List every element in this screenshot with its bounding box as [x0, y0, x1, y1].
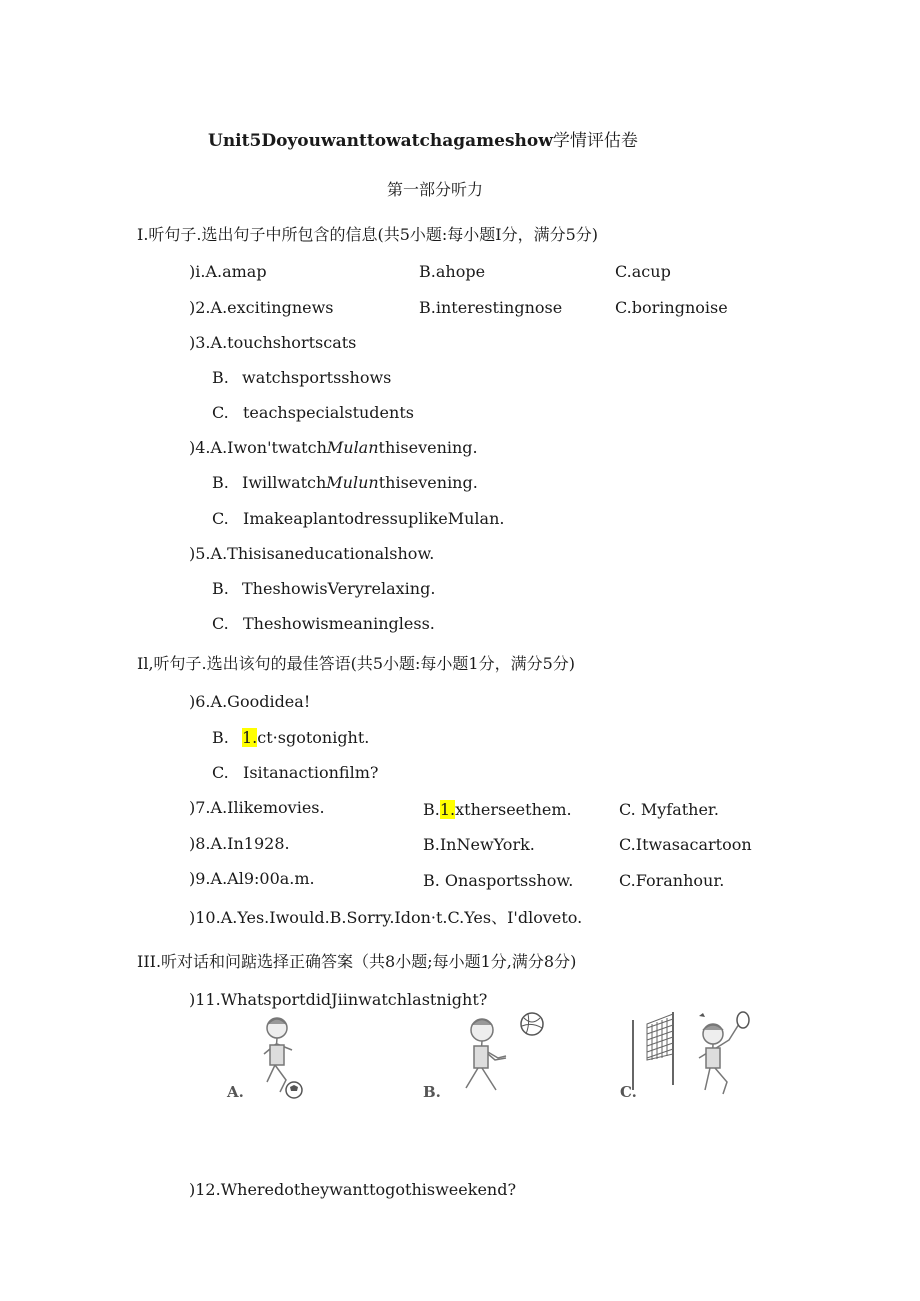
- option-c: C.Itwasacartoon: [619, 835, 752, 854]
- option-a: A.excitingnews: [210, 298, 334, 317]
- picture-option-b: [420, 1010, 560, 1105]
- question-number: )9.A.Al9:00a.m.: [189, 869, 315, 888]
- option-b: B.interestingnose: [419, 298, 563, 317]
- question-number: )i.A.amap: [189, 262, 267, 281]
- picture-label-a: A.: [227, 1083, 244, 1101]
- question-number: )3.A.touchshortscats: [189, 333, 357, 352]
- question-number: )7.A.Ilikemovies.: [189, 798, 325, 817]
- question-number: )4.A.Iwon'twatchMulanthisevening.: [189, 438, 478, 457]
- question-number: )5.A.Thisisaneducationalshow.: [189, 544, 435, 563]
- picture-option-c: [617, 1010, 757, 1105]
- picture-label-c: C.: [620, 1083, 637, 1101]
- question-number: )2.A.excitingnews: [189, 298, 334, 317]
- question-number: )8.A.In1928.: [189, 834, 290, 853]
- option-b: B.ahope: [419, 262, 486, 281]
- option-a: A.Iwon'twatchMulanthisevening.: [210, 438, 478, 457]
- option-a: A.In1928.: [210, 834, 290, 853]
- option-c: C. teachspecialstudents: [212, 403, 414, 422]
- option-c: C.Foranhour.: [619, 871, 725, 890]
- page-title-en: Unit5Doyouwanttowatchagameshow: [208, 131, 553, 151]
- page-title-cn: 学情评估卷: [552, 131, 638, 151]
- option-c: C. ImakeaplantodressuplikeMulan.: [212, 509, 505, 528]
- section-2-header: Il,听句子.选出该句的最佳答语(共5小题:每小题1分，满分5分): [137, 654, 576, 673]
- option-c: C. Myfather.: [619, 800, 719, 819]
- section-3-header: III.听对话和问踮选择正确答案（共8小题;每小题1分,满分8分): [137, 952, 577, 971]
- option-a: A.Al9:00a.m.: [210, 869, 315, 888]
- volleyball-player-image: [420, 1010, 560, 1105]
- part-heading: 第一部分听力: [387, 180, 484, 199]
- option-c: C.boringnoise: [615, 298, 728, 317]
- question-12: )12.Wheredotheywanttogothisweekend?: [189, 1180, 517, 1199]
- question-11: )11.WhatsportdidJiinwatchlastnight?: [189, 990, 488, 1009]
- option-c: C.acup: [615, 262, 671, 281]
- option-c: C. Theshowismeaningless.: [212, 614, 435, 633]
- option-b: B. watchsportsshows: [212, 368, 392, 387]
- option-a: A.Ilikemovies.: [210, 798, 325, 817]
- section-1-header: I.听句子.选出句子中所包含的信息(共5小题:每小题I分，满分5分): [137, 225, 599, 244]
- highlight: 1.: [242, 728, 258, 747]
- option-b: B. TheshowisVeryrelaxing.: [212, 579, 436, 598]
- option-a: A.touchshortscats: [210, 333, 357, 352]
- option-b: B. IwillwatchMulunthisevening.: [212, 473, 478, 492]
- highlight: 1.: [439, 800, 456, 819]
- question-number: )6.A.Goodidea!: [189, 692, 311, 711]
- option-b: B. 1.ct·sgotonight.: [212, 728, 370, 747]
- option-a: A.Thisisaneducationalshow.: [210, 544, 435, 563]
- picture-label-b: B.: [423, 1083, 441, 1101]
- option-b: B. Onasportsshow.: [423, 871, 574, 890]
- option-b: B.InNewYork.: [423, 835, 535, 854]
- question-10: )10.A.Yes.Iwould.B.Sorry.Idon·t.C.Yes、I'dloveto.: [189, 908, 583, 927]
- badminton-player-image: [617, 1010, 757, 1105]
- option-a: A.Goodidea!: [210, 692, 311, 711]
- picture-option-a: [222, 1010, 332, 1105]
- option-c: C. Isitanactionfilm?: [212, 763, 379, 782]
- option-a: A.amap: [205, 262, 267, 281]
- option-b: B.1.xtherseethem.: [423, 800, 572, 819]
- page-title: [208, 131, 638, 151]
